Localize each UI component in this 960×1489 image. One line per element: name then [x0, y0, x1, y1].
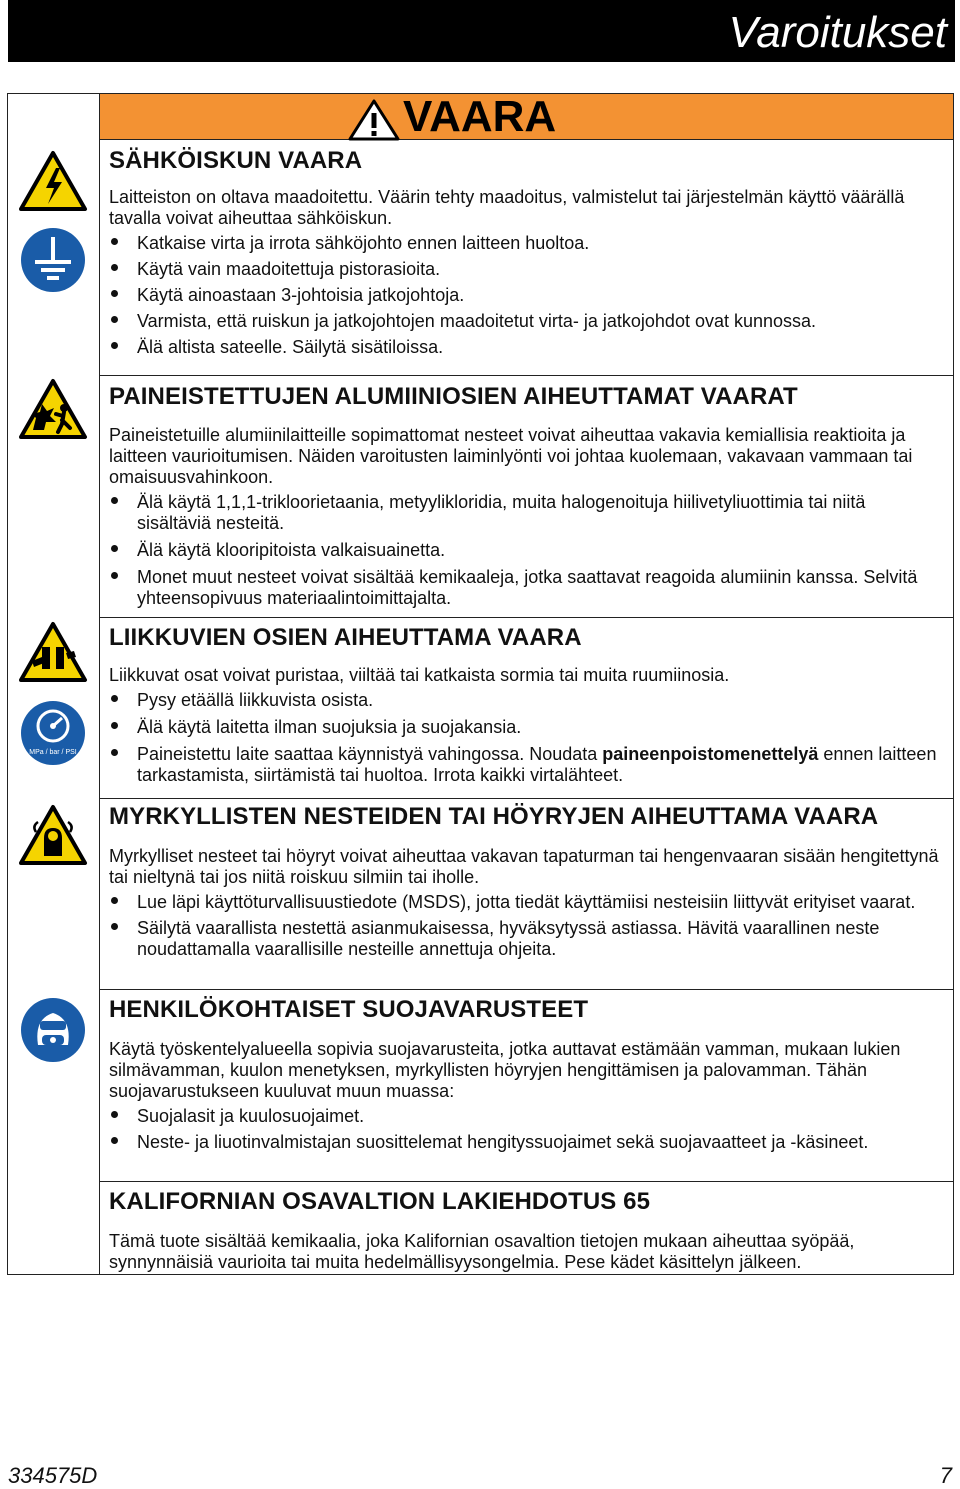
divider [100, 617, 953, 618]
section-intro: Käytä työskentelyalueella sopivia suojavarusteita, jotka auttavat estämään vamman, mukaan lukien silmävamman, kuulon menetyksen, myrkyllisten höyryjen hengittämisen ja palovamman. Tähän suojavarustukseen kuuluvat muun muassa: [109, 1039, 901, 1101]
danger-banner [99, 94, 953, 140]
bullet-list [109, 690, 943, 786]
protective-equipment-icon [20, 997, 86, 1063]
pressure-relief-icon [20, 700, 86, 766]
list-item: Älä käytä laitetta ilman suojuksia ja suojakansia. [109, 717, 943, 738]
section-personal-protective-equipment [100, 995, 953, 1153]
section-electric-shock [100, 146, 953, 358]
section-intro: Tämä tuote sisältää kemikaalia, joka Kalifornian osavaltion tietojen mukaan aiheuttaa syöpää, synnynnäisiä vaurioita tai muita hedelmällisyysongelmia. Pese kädet käsittelyn jälkeen. [109, 1231, 855, 1272]
list-item: Älä altista sateelle. Säilytä sisätiloissa. [109, 337, 943, 358]
pressure-icon-label: MPa / bar / PSI [29, 749, 77, 756]
header-bar [8, 0, 955, 62]
section-title: MYRKYLLISTEN NESTEIDEN TAI HÖYRYJEN AIHEUTTAMA VAARA [109, 803, 879, 830]
section-intro: Laitteiston on oltava maadoitettu. Väärin tehty maadoitus, valmistelut tai järjestelmän käyttö väärällä tavalla voivat aiheuttaa sähköiskun. [109, 187, 905, 228]
bullet-text: ennen laitteen tarkastamista, siirtämistä tai huoltoa. Irrota kaikki virtalähteet. [137, 744, 937, 785]
list-item: Älä käytä 1,1,1-trikloorietaania, metyylikloridia, muita halogenoituja hiilivetyliuottimia tai niitä sisältäviä nesteitä. [109, 492, 943, 534]
section-title: KALIFORNIAN OSAVALTION LAKIEHDOTUS 65 [109, 1188, 651, 1215]
pressurized-aluminum-explosion-icon [18, 378, 88, 440]
section-moving-parts [100, 623, 953, 786]
section-intro: Paineistetuille alumiinilaitteille sopimattomat nesteet voivat aiheuttaa vakavia kemiallisia reaktioita ja laitteen vaurioitumisen. Näiden varoitusten laiminlyönti voi johtaa kuolemaan, vakavaan vammaan tai omaisuusvahinkoon. [109, 425, 913, 487]
divider [100, 798, 953, 799]
document-number: 334575D [8, 1463, 98, 1488]
section-pressurized-aluminum [100, 382, 953, 609]
section-title: PAINEISTETTUJEN ALUMIINIOSIEN AIHEUTTAMAT VAARAT [109, 383, 798, 410]
bullet-list [109, 892, 943, 960]
pressure-relief-procedure-ref: paineenpoistomenettelyä [602, 744, 819, 764]
moving-parts-warning-icon [18, 621, 88, 683]
list-item: Älä käytä klooripitoista valkaisuainetta. [109, 540, 943, 561]
list-item: Monet muut nesteet voivat sisältää kemikaaleja, jotka saattavat reagoida alumiinin kanssa. Selvitä yhteensopivuus materiaalintoimittajalta. [109, 567, 943, 609]
bullet-text: Paineistettu laite saattaa käynnistyä vahingossa. Noudata [137, 744, 603, 764]
section-title: LIIKKUVIEN OSIEN AIHEUTTAMA VAARA [109, 624, 582, 651]
divider [100, 1181, 953, 1182]
page-title: Varoitukset [728, 8, 947, 57]
list-item: Varmista, että ruiskun ja jatkojohtojen maadoitetut virta- ja jatkojohdot ovat kunnossa. [109, 311, 943, 332]
warning-triangle-icon [348, 99, 400, 141]
list-item [109, 744, 943, 786]
bullet-list [109, 233, 943, 358]
list-item: Neste- ja liuotinvalmistajan suosittelemat hengityssuojaimet sekä suojavaatteet ja -käsineet. [109, 1132, 943, 1153]
section-california-prop-65 [100, 1187, 953, 1273]
bullet-list [109, 1106, 943, 1153]
warnings-table [7, 93, 954, 1275]
section-title: HENKILÖKOHTAISET SUOJAVARUSTEET [109, 996, 589, 1023]
list-item: Pysy etäällä liikkuvista osista. [109, 690, 943, 711]
section-intro: Myrkylliset nesteet tai höyryt voivat aiheuttaa vakavan tapaturman tai hengenvaaran sisään hengitettynä tai nieltynä tai jos niitä roiskuu silmiin tai iholle. [109, 846, 939, 887]
section-intro: Liikkuvat osat voivat puristaa, viiltää tai katkaista sormia tai muita ruumiinosia. [109, 665, 730, 685]
icon-column [8, 94, 100, 1274]
page-number: 7 [939, 1463, 952, 1488]
section-title: SÄHKÖISKUN VAARA [109, 147, 363, 174]
section-toxic-fluids [100, 802, 953, 960]
electric-shock-warning-icon [18, 150, 88, 212]
grounding-icon [20, 227, 86, 293]
list-item: Suojalasit ja kuulosuojaimet. [109, 1106, 943, 1127]
bullet-list [109, 492, 943, 609]
list-item: Säilytä vaarallista nestettä asianmukaisessa, hyväksytyssä astiassa. Hävitä vaarallinen neste noudattamalla vaarallisille nesteille annettuja ohjeita. [109, 918, 943, 960]
divider [100, 989, 953, 990]
list-item: Käytä vain maadoitettuja pistorasioita. [109, 259, 943, 280]
danger-label: VAARA [403, 92, 557, 141]
list-item: Käytä ainoastaan 3-johtoisia jatkojohtoja. [109, 285, 943, 306]
divider [100, 375, 953, 376]
list-item: Katkaise virta ja irrota sähköjohto ennen laitteen huoltoa. [109, 233, 943, 254]
list-item: Lue läpi käyttöturvallisuustiedote (MSDS), jotta tiedät käyttämiisi nesteisiin liittyvät erityiset vaarat. [109, 892, 943, 913]
toxic-fumes-warning-icon [18, 804, 88, 866]
